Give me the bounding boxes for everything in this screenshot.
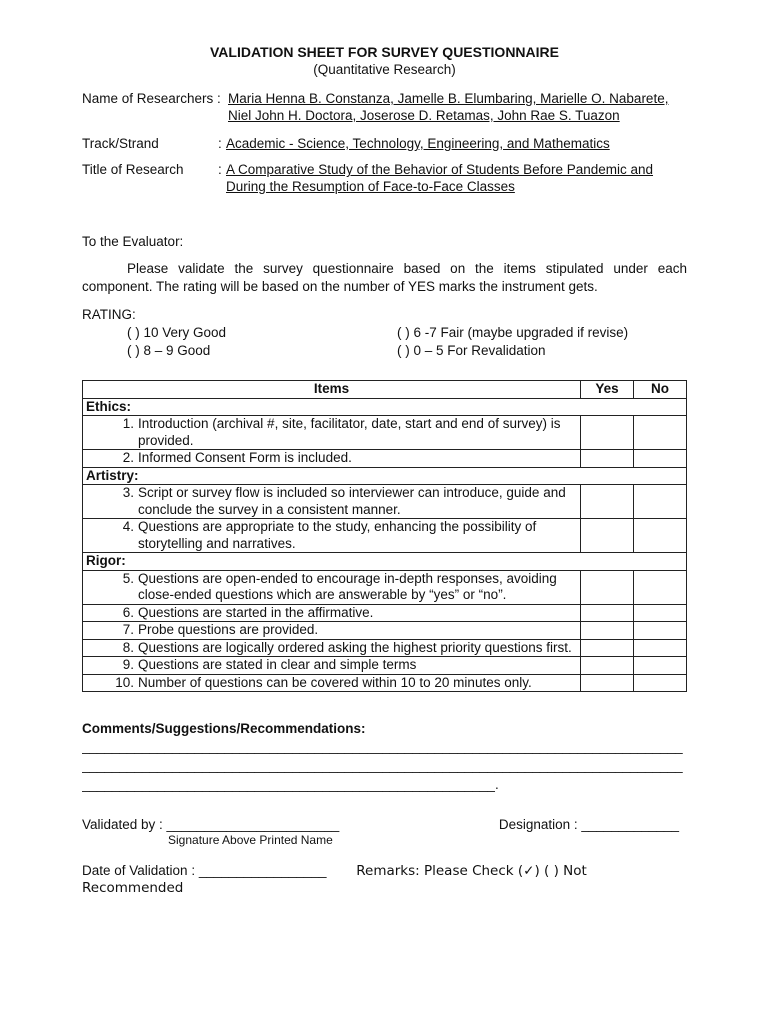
item-number: 10. [115,674,134,690]
researchers-label: Name of Researchers : [82,91,221,106]
item-number: 1. [122,416,134,431]
item-text: Questions are open-ended to encourage in-depth responses, avoiding close-ended questions which are answerable by “yes” or “no”. [138,570,557,602]
validation-sheet [82,44,687,897]
item-cell [83,622,581,640]
date-of-validation-field[interactable]: Date of Validation : _________________ [82,863,327,878]
item-cell [83,570,581,604]
yes-checkbox-cell[interactable] [581,604,634,622]
track-value: Academic - Science, Technology, Engineering, and Mathematics [226,136,610,151]
items-header: Items [83,381,581,399]
comments-line[interactable]: ________________________________________________________________________________ [82,739,683,754]
item-text: Questions are logically ordered asking the highest priority questions first. [138,639,572,655]
section-row-ethics [83,398,687,416]
no-checkbox-cell[interactable] [634,622,687,640]
item-text: Script or survey flow is included so interviewer can introduce, guide and conclude the survey in a consistent manner. [138,485,566,517]
track-label: Track/Strand [82,136,159,151]
no-header: No [634,381,687,399]
yes-checkbox-cell[interactable] [581,622,634,640]
item-text: Probe questions are provided. [138,622,319,637]
track-field [82,135,687,152]
table-row [83,485,687,519]
validated-by-field[interactable]: Validated by : _______________________ [82,817,340,832]
table-header-row [83,381,687,399]
no-checkbox-cell[interactable] [634,657,687,675]
no-checkbox-cell[interactable] [634,416,687,450]
research-title-line-1: A Comparative Study of the Behavior of Students Before Pandemic and [226,162,654,177]
rating-options [82,324,687,360]
no-checkbox-cell[interactable] [634,639,687,657]
section-label: Artistry: [83,467,687,485]
comments-label: Comments/Suggestions/Recommendations: [82,721,366,736]
evaluator-instruction: Please validate the survey questionnaire based on the items stipulated under each component. The rating will be based on the number of YES marks the instrument gets. [82,261,687,294]
research-title-line-2: During the Resumption of Face-to-Face Classes [226,179,515,194]
item-number: 6. [122,604,134,620]
item-number: 5. [122,570,134,586]
table-row [83,570,687,604]
item-number: 2. [122,450,134,465]
yes-checkbox-cell[interactable] [581,674,634,692]
item-text: Informed Consent Form is included. [138,450,352,465]
no-checkbox-cell[interactable] [634,450,687,468]
yes-checkbox-cell[interactable] [581,450,634,468]
research-title-field [82,161,687,195]
researchers-line-1: Maria Henna B. Constanza, Jamelle B. Elumbaring, Marielle O. Nabarete, [228,91,669,106]
yes-checkbox-cell[interactable] [581,639,634,657]
comments-line[interactable]: ________________________________________________________________________________ [82,758,683,773]
no-checkbox-cell[interactable] [634,519,687,553]
item-text: Questions are stated in clear and simple terms [138,657,417,672]
yes-checkbox-cell[interactable] [581,485,634,519]
table-row [83,604,687,622]
no-checkbox-cell[interactable] [634,604,687,622]
researchers-value [228,90,687,124]
researchers-field [82,90,687,124]
yes-checkbox-cell[interactable] [581,416,634,450]
item-cell [83,639,581,657]
item-text: Introduction (archival #, site, facilitator, date, start and end of survey) is provided. [138,416,561,448]
remarks-field[interactable]: Remarks: Please Check (✓) ( ) Not [356,863,587,879]
item-cell [83,450,581,468]
item-number: 4. [122,519,134,534]
researchers-line-2: Niel John H. Doctora, Joserose D. Retamas, John Rae S. Tuazon [228,108,620,123]
table-row [83,450,687,468]
item-number: 9. [122,657,134,672]
signature-caption: Signature Above Printed Name [168,833,333,847]
item-cell [83,604,581,622]
table-row [83,639,687,657]
no-checkbox-cell[interactable] [634,674,687,692]
item-cell [83,657,581,675]
rating-option[interactable]: ( ) 6 -7 Fair (maybe upgraded if revise) [397,325,629,340]
no-checkbox-cell[interactable] [634,570,687,604]
item-text: Number of questions can be covered within 10 to 20 minutes only. [138,674,532,690]
section-label: Ethics: [83,398,687,416]
designation-field[interactable]: Designation : _____________ [498,817,679,832]
document-title: VALIDATION SHEET FOR SURVEY QUESTIONNAIRE [209,44,559,60]
document-subtitle: (Quantitative Research) [313,62,456,77]
evaluator-salutation: To the Evaluator: [82,234,184,249]
section-row-artistry [83,467,687,485]
yes-checkbox-cell[interactable] [581,657,634,675]
research-title-label: Title of Research [82,162,184,177]
validation-row [82,816,687,833]
item-text: Questions are started in the affirmative. [138,604,374,620]
rating-label: RATING: [82,307,136,322]
section-row-rigor [83,553,687,571]
research-title-colon: : [218,162,222,177]
section-label: Rigor: [83,553,687,571]
remarks-continuation: Recommended [82,880,184,896]
item-number: 8. [122,639,134,655]
table-row [83,519,687,553]
item-cell [83,416,581,450]
comments-line[interactable]: _______________________________________________________. [82,777,499,792]
rating-option[interactable]: ( ) 0 – 5 For Revalidation [397,343,546,358]
item-number: 3. [122,485,134,500]
item-number: 7. [122,622,134,637]
yes-checkbox-cell[interactable] [581,570,634,604]
rating-option[interactable]: ( ) 8 – 9 Good [127,343,211,358]
item-text: Questions are appropriate to the study, enhancing the possibility of storytelling and narratives. [138,519,537,551]
no-checkbox-cell[interactable] [634,485,687,519]
item-cell [83,674,581,692]
table-row [83,622,687,640]
yes-checkbox-cell[interactable] [581,519,634,553]
table-row [83,657,687,675]
rating-option[interactable]: ( ) 10 Very Good [127,325,227,340]
table-row [83,416,687,450]
table-row [83,674,687,692]
items-table [82,380,687,692]
item-cell [83,485,581,519]
yes-header: Yes [581,381,634,399]
research-title-value [226,161,687,195]
track-colon: : [218,136,222,151]
item-cell [83,519,581,553]
date-remarks-row [82,862,687,880]
